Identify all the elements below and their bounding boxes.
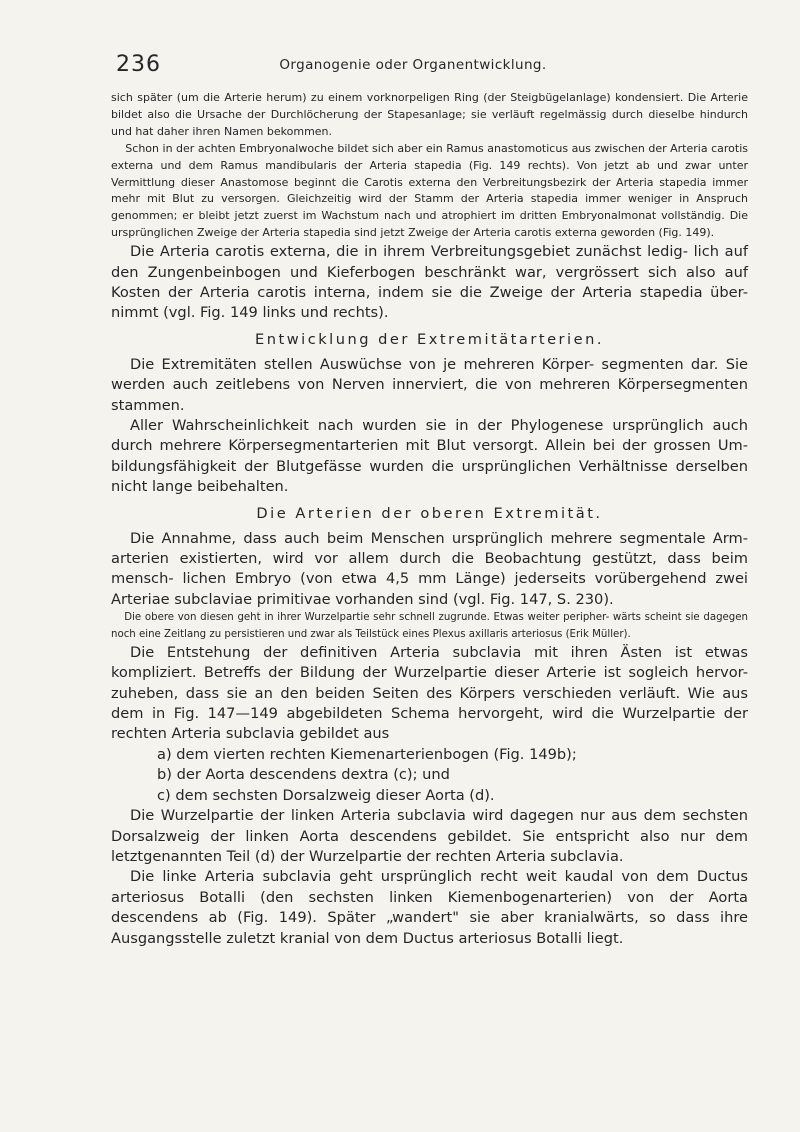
paragraph-2: Schon in der achten Embryonalwoche bildet sich aber ein Ramus anastomoticus aus zwischen der Arteria carotis externa und dem Ramus mandibularis der Arteria stapedia (Fig. 149 rechts). Von jetzt ab und zwar unter Vermittlung dieser Anastomose beginnt die Carotis externa den Verbreitungsbezirk der Arteria stapedia immer mehr mit Blut zu versorgen. Gleichzeitig wird der Stamm der Arteria stapedia immer weniger in Anspruch genommen; er bleibt jetzt zuerst im Wachstum nach und atrophiert im dritten Embryonalmonat vollständig. Die ursprünglichen Zweige der Arteria stapedia sind jetzt Zweige der Arteria carotis externa geworden (Fig. 149). [111,141,748,240]
book-page [78,52,748,949]
paragraph-3: Die Arteria carotis externa, die in ihrem Verbreitungsgebiet zunächst ledig- lich auf den Zungenbeinbogen und Kieferbogen beschränkt war, vergrössert sich also auf Kosten der Arteria carotis interna, indem sie die Zweige der Arteria stapedia über- nimmt (vgl. Fig. 149 links und rechts). [111,243,748,322]
paragraph-7-note: Die obere von diesen geht in ihrer Wurzelpartie sehr schnell zugrunde. Etwas weiter peripher- wärts scheint sie dagegen noch eine Zeitlang zu persistieren und zwar als Teilstück eines Plexus axillaris arteriosus (Erik Müller). [111,612,748,640]
paragraph-9: Die Wurzelpartie der linken Arteria subclavia wird dagegen nur aus dem sechsten Dorsalzweig der linken Aorta descendens gebildet. Sie entspricht also nur dem letztgenannten Teil (d) der Wurzelpartie der rechten Arteria subclavia. [111,807,748,865]
paragraph-4: Die Extremitäten stellen Auswüchse von je mehreren Körper- segmenten dar. Sie werden auch zeitlebens von Nerven innerviert, die von mehreren Körpersegmenten stammen. [111,355,748,414]
running-head: Organogenie oder Organentwicklung. [279,57,547,73]
paragraph-1: sich später (um die Arterie herum) zu einem vorknorpeligen Ring (der Steigbügelanlage) kondensiert. Die Arterie bildet also die Ursache der Durchlöcherung der Stapesanlage; sie verläuft regelmässig durch dieselbe hindurch und hat daher ihren Namen bekommen. [111,91,748,138]
page-number: 236 [116,52,161,77]
paragraph-6: Die Annahme, dass auch beim Menschen ursprünglich mehrere segmentale Arm- arterien existierten, wird vor allem durch die Beobachtung gestützt, dass beim mensch- lichen Embryo (von etwa 4,5 mm Länge) jederseits vorübergehend zwei Arteriae subclaviae primitivae vorhanden sind (vgl. Fig. 147, S. 230). [111,529,748,608]
paragraph-8: Die Entstehung der definitiven Arteria subclavia mit ihren Ästen ist etwas kompliziert. Betreffs der Bildung der Wurzelpartie dieser Arterie ist sogleich hervor- zuheben, dass sie an den beiden Seiten des Körpers verschieden verläuft. Wie aus dem in Fig. 147—149 abgebildeten Schema hervorgeht, wird die Wurzelpartie der rechten Arteria subclavia gebildet aus [111,643,748,743]
paragraph-10: Die linke Arteria subclavia geht ursprünglich recht weit kaudal von dem Ductus arteriosus Botalli (den sechsten linken Kiemenbogenarterien) von der Aorta descendens ab (Fig. 149). Später „wandert" sie aber kranialwärts, so dass ihre Ausgangsstelle zuletzt kranial von dem Ductus arteriosus Botalli liegt. [111,868,748,947]
page-header [78,52,748,78]
page-body [78,90,748,949]
section-heading-extremity-arteries: Entwicklung der Extremitätarterien. [255,330,604,348]
section-heading-upper-extremity: Die Arterien der oberen Extremität. [256,504,603,522]
list-item: a) dem vierten rechten Kiemenarterienbogen (Fig. 149b); [157,745,577,763]
list-item: b) der Aorta descendens dextra (c); und [157,766,450,784]
list-item: c) dem sechsten Dorsalzweig dieser Aorta (d). [157,786,495,804]
list-subclavia-parts [111,745,748,806]
paragraph-5: Aller Wahrscheinlichkeit nach wurden sie in der Phylogenese ursprünglich auch durch mehrere Körpersegmentarterien mit Blut versorgt. Allein bei der grossen Um- bildungsfähigkeit der Blutgefässe wurden die ursprünglichen Verhältnisse derselben nicht lange beibehalten. [111,417,748,496]
